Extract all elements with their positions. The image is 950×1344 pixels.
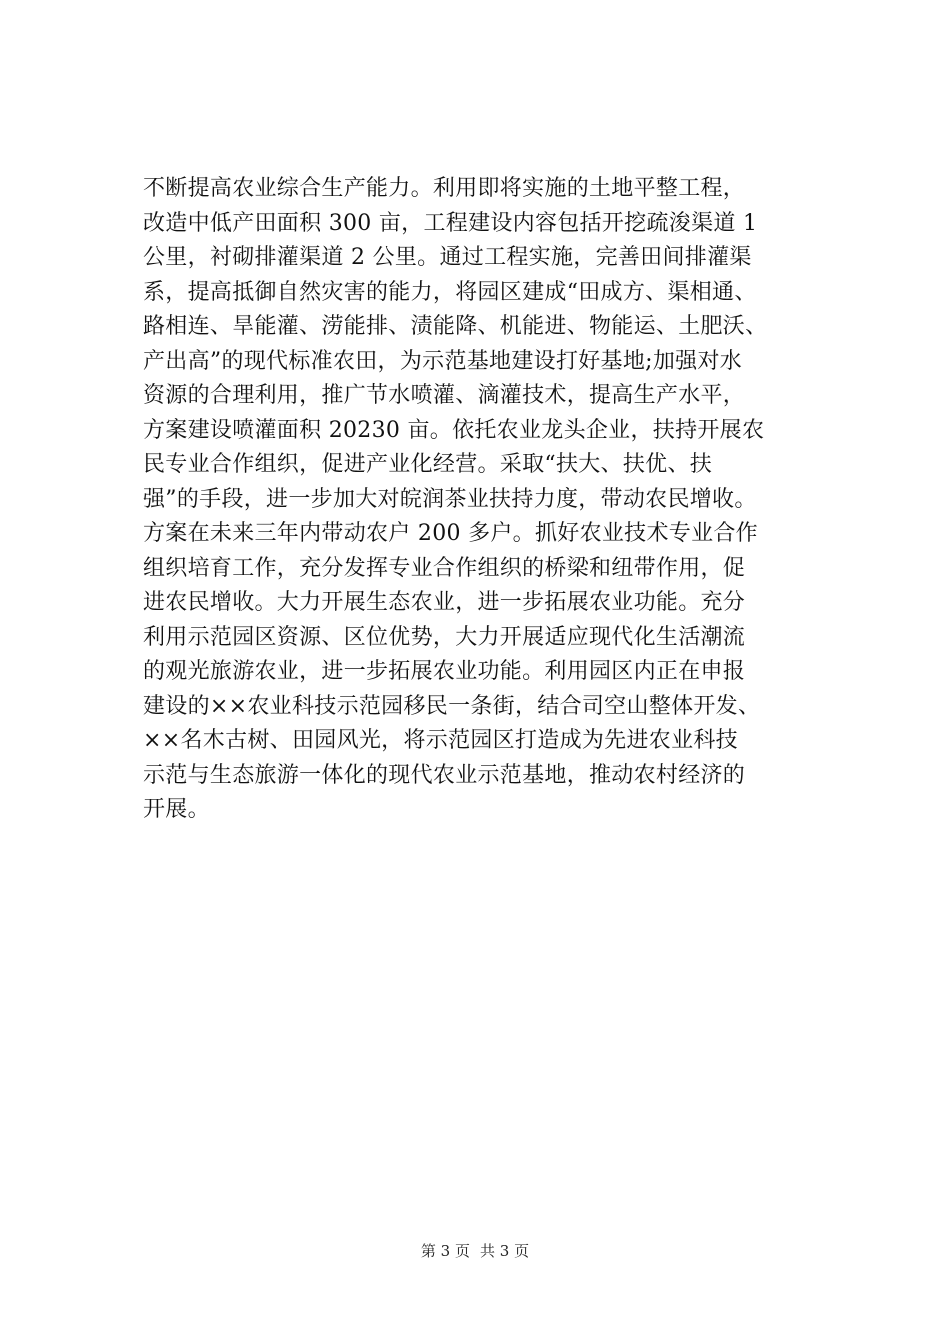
text-line: ××名木古树、田园风光，将示范园区打造成为先进农业科技	[143, 728, 738, 753]
text-line: 路相连、旱能灌、涝能排、渍能降、机能进、物能运、土肥沃、	[143, 314, 768, 339]
text-line: 示范与生态旅游一体化的现代农业示范基地，推动农村经济的	[143, 762, 746, 788]
text-line: 建设的××农业科技示范园移民一条街，结合司空山整体开发、	[143, 693, 761, 719]
text-line: 系，提高抵御自然灾害的能力，将园区建成“田成方、渠相通、	[143, 279, 757, 305]
text-line: 开展。	[143, 797, 210, 822]
text-line: 改造中低产田面积 300 亩，工程建设内容包括开挖疏浚渠道 1	[143, 210, 758, 236]
text-line: 强”的手段，进一步加大对皖润茶业扶持力度，带动农民增收。	[143, 486, 757, 512]
text-line: 方案建设喷灌面积 20230 亩。依托农业龙头企业，扶持开展农	[143, 417, 765, 443]
text-line: 不断提高农业综合生产能力。利用即将实施的土地平整工程，	[143, 176, 746, 201]
text-line: 民专业合作组织，促进产业化经营。采取“扶大、扶优、扶	[143, 452, 713, 477]
text-line: 资源的合理利用，推广节水喷灌、滴灌技术，提高生产水平，	[143, 383, 746, 408]
body-paragraph	[143, 172, 863, 828]
page-total: 共 3 页	[480, 1242, 530, 1260]
text-line: 组织培育工作，充分发挥专业合作组织的桥梁和纽带作用，促	[143, 555, 746, 581]
page-number: 第 3 页	[420, 1242, 470, 1260]
text-line: 利用示范园区资源、区位优势，大力开展适应现代化生活潮流	[143, 624, 746, 650]
text-line: 方案在未来三年内带动农户 200 多户。抓好农业技术专业合作	[143, 521, 758, 546]
text-line: 的观光旅游农业，进一步拓展农业功能。利用园区内正在申报	[143, 659, 746, 684]
page-footer	[0, 1241, 950, 1261]
text-line: 进农民增收。大力开展生态农业，进一步拓展农业功能。充分	[143, 590, 746, 615]
text-line: 产出高”的现代标准农田，为示范基地建设打好基地;加强对水	[143, 348, 743, 374]
text-line: 公里，衬砌排灌渠道 2 公里。通过工程实施，完善田间排灌渠	[143, 245, 752, 270]
